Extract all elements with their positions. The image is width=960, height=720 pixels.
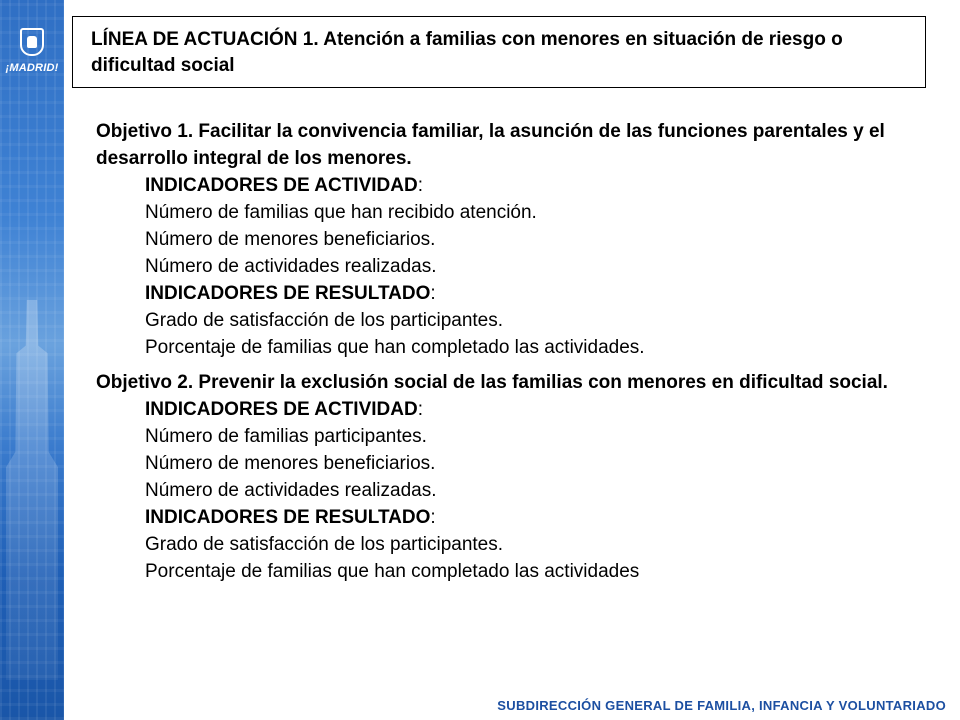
list-item: Número de familias participantes. [145, 426, 427, 447]
footer-text: SUBDIRECCIÓN GENERAL DE FAMILIA, INFANCIA Y VOLUNTARIADO [497, 698, 946, 713]
list-item: Número de actividades realizadas. [145, 480, 437, 501]
list-item: Grado de satisfacción de los participantes. [145, 534, 504, 555]
objective-1 [96, 118, 926, 361]
result-indicators-heading: INDICADORES DE RESULTADO: [145, 507, 436, 528]
list-item: Número de menores beneficiarios. [145, 229, 436, 250]
list-item: Número de actividades realizadas. [145, 256, 437, 277]
list-item: Porcentaje de familias que han completado las actividades [145, 561, 640, 582]
list-item: Número de familias que han recibido atención. [145, 202, 537, 223]
header-box [72, 16, 926, 88]
activity-indicators-heading: INDICADORES DE ACTIVIDAD: [145, 399, 423, 420]
list-item: Porcentaje de familias que han completado las actividades. [145, 337, 645, 358]
objectives-content [96, 118, 926, 593]
objective-title: Objetivo 1. Facilitar la convivencia familiar, la asunción de las funciones parentales y el desarrollo integral de los menores. [96, 121, 885, 169]
list-item: Número de menores beneficiarios. [145, 453, 436, 474]
objective-title: Objetivo 2. Prevenir la exclusión social de las familias con menores en dificultad social. [96, 372, 888, 393]
sidebar-banner [0, 0, 64, 720]
page-title: LÍNEA DE ACTUACIÓN 1. Atención a familias con menores en situación de riesgo o dificultad social [91, 29, 843, 76]
building-silhouette [6, 300, 58, 680]
list-item: Grado de satisfacción de los participantes. [145, 310, 504, 331]
logo-text: ¡MADRID! [5, 62, 59, 74]
indicator-list [96, 396, 926, 585]
madrid-logo [4, 24, 60, 94]
result-indicators-heading: INDICADORES DE RESULTADO: [145, 283, 436, 304]
activity-indicators-heading: INDICADORES DE ACTIVIDAD: [145, 175, 423, 196]
indicator-list [96, 172, 926, 361]
objective-2 [96, 369, 926, 585]
coat-of-arms-icon [20, 28, 44, 56]
